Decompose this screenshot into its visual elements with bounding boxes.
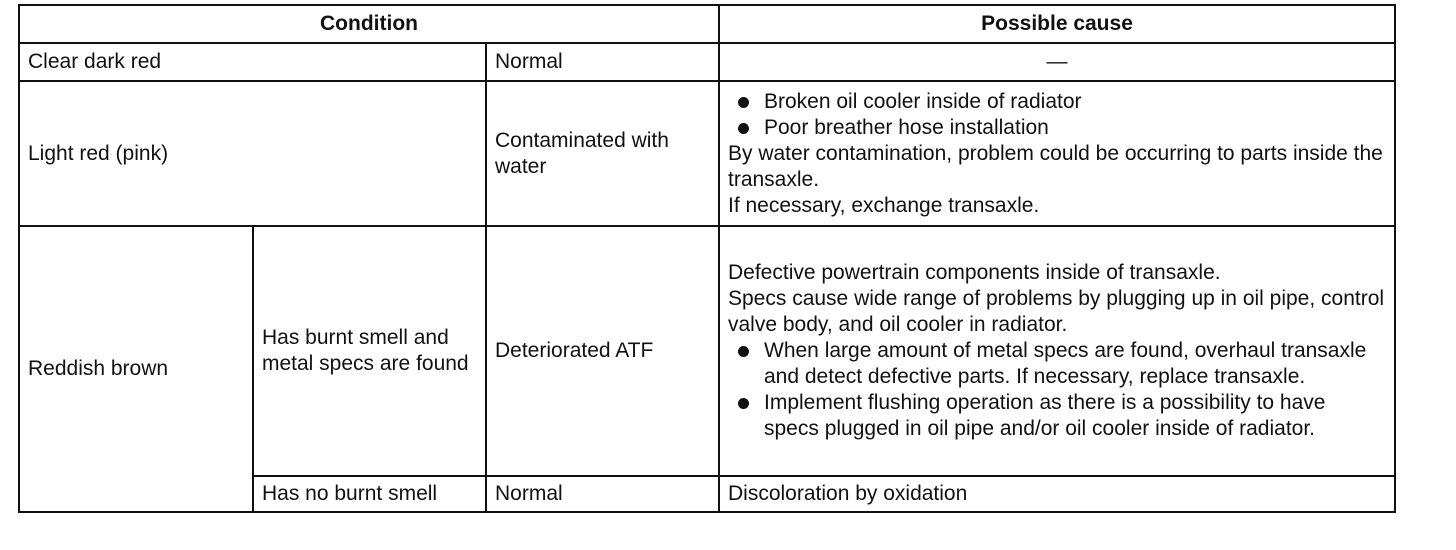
note-text: If necessary, exchange transaxle.	[728, 193, 1040, 217]
cell-cause	[719, 226, 1395, 476]
header-possible-cause: Possible cause	[719, 5, 1395, 43]
bullet-text: Poor breather hose installation	[764, 115, 1049, 139]
list-item	[728, 115, 1386, 141]
bullet-icon	[738, 398, 749, 409]
cell-state: Contaminated with water	[486, 81, 719, 226]
bullet-icon	[738, 346, 749, 357]
row-light-red	[19, 81, 1395, 226]
header-row	[19, 5, 1395, 43]
cell-color: Reddish brown	[19, 226, 253, 512]
cell-cause	[719, 81, 1395, 226]
intro-text: Defective powertrain components inside of transaxle.	[728, 261, 1221, 284]
bullet-list	[728, 338, 1386, 442]
list-item	[728, 338, 1386, 390]
cell-smell: Has no burnt smell	[253, 476, 486, 512]
bullet-text: When large amount of metal specs are found, overhaul transaxle and detect defective parts. If necessary, replace transaxle.	[764, 339, 1367, 388]
bullet-text: Implement flushing operation as there is a possibility to have specs plugged in oil pipe and/or oil cooler inside of radiator.	[764, 391, 1326, 440]
cell-state: Normal	[486, 43, 719, 81]
row-clear-dark-red	[19, 43, 1395, 81]
note-text: By water contamination, problem could be occurring to parts inside the transaxle.	[728, 141, 1383, 191]
list-item	[728, 390, 1386, 442]
cell-cause: Discoloration by oxidation	[719, 476, 1395, 512]
cell-state: Deteriorated ATF	[486, 226, 719, 476]
cell-cause: —	[719, 43, 1395, 81]
cell-color: Clear dark red	[19, 43, 486, 81]
bullet-icon	[738, 123, 749, 134]
row-reddish-brown-burnt	[19, 226, 1395, 476]
list-item	[728, 89, 1386, 115]
intro-text: Specs cause wide range of problems by plugging up in oil pipe, control valve body, and oil cooler in radiator.	[728, 287, 1385, 336]
atf-condition-table	[18, 4, 1396, 513]
bullet-list	[728, 89, 1386, 141]
header-condition: Condition	[19, 5, 719, 43]
cell-color: Light red (pink)	[19, 81, 486, 226]
cell-smell: Has burnt smell and metal specs are found	[253, 226, 486, 476]
bullet-icon	[738, 97, 749, 108]
bullet-text: Broken oil cooler inside of radiator	[764, 89, 1082, 113]
cell-state: Normal	[486, 476, 719, 512]
